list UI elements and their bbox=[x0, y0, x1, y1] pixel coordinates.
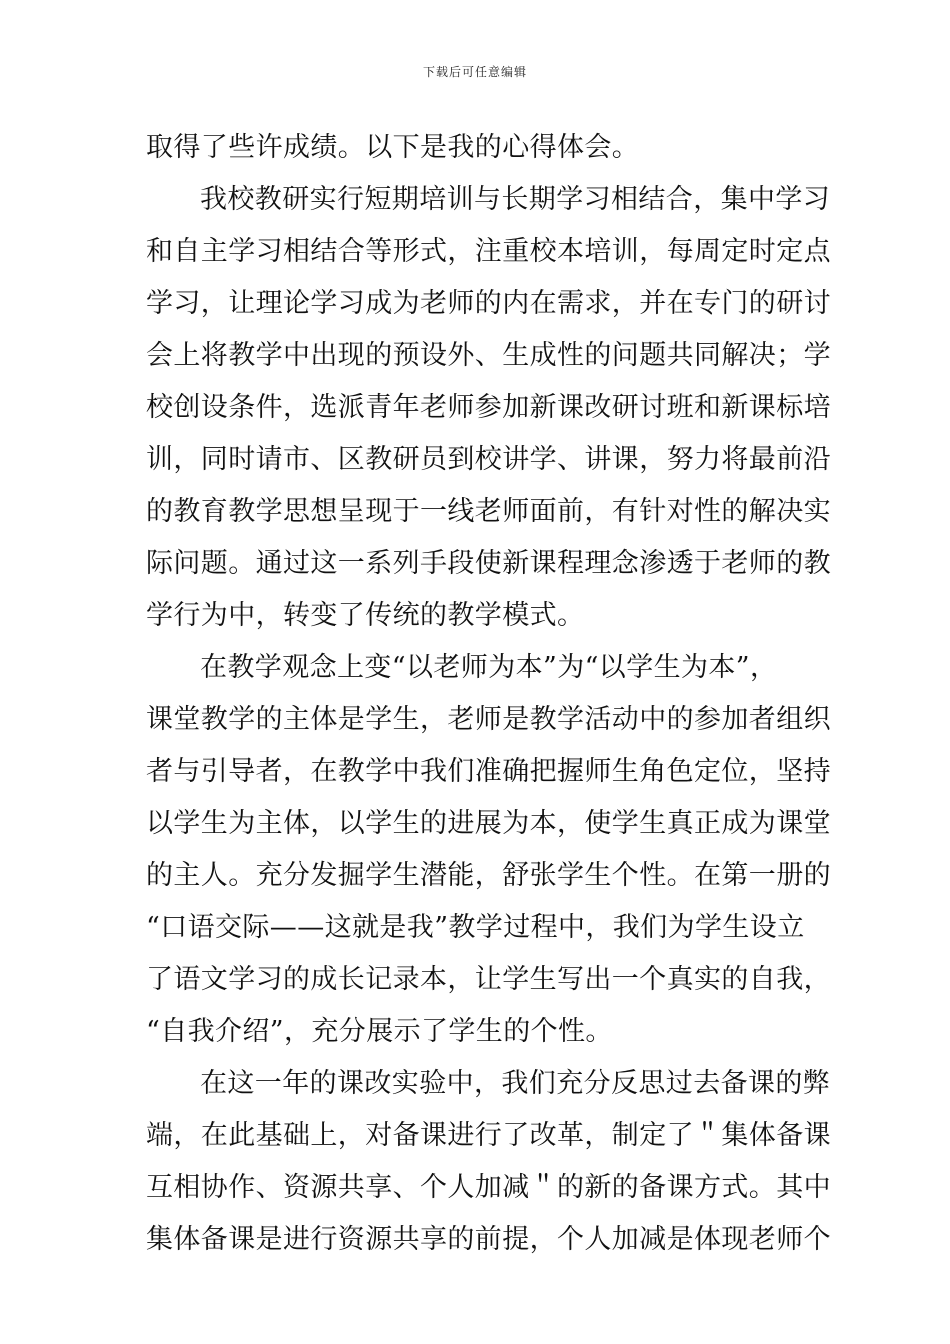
text-line: 取得了些许成绩。以下是我的心得体会。 bbox=[146, 132, 640, 163]
text-line: 学习，让理论学习成为老师的内在需求，并在专门的研讨 bbox=[146, 288, 831, 319]
text-line: 者与引导者，在教学中我们准确把握师生角色定位，坚持 bbox=[146, 756, 831, 787]
text-line: 以学生为主体，以学生的进展为本，使学生真正成为课堂 bbox=[146, 808, 831, 839]
text-line: 端，在此基础上，对备课进行了改革，制定了＂集体备课 bbox=[146, 1120, 831, 1151]
text-line: “自我介绍”，充分展示了学生的个性。 bbox=[146, 1016, 613, 1047]
text-line: 会上将教学中出现的预设外、生成性的问题共同解决；学 bbox=[146, 340, 831, 371]
page-header: 下载后可任意编辑 bbox=[422, 65, 527, 79]
text-line: “口语交际——这就是我”教学过程中，我们为学生设立 bbox=[146, 912, 805, 943]
text-line: 了语文学习的成长记录本，让学生写出一个真实的自我， bbox=[146, 964, 831, 995]
text-line: 课堂教学的主体是学生，老师是教学活动中的参加者组织 bbox=[146, 704, 831, 735]
text-line: 互相协作、资源共享、个人加减＂的新的备课方式。其中 bbox=[146, 1172, 831, 1203]
text-line: 学行为中，转变了传统的教学模式。 bbox=[146, 600, 585, 631]
text-line: 际问题。通过这一系列手段使新课程理念渗透于老师的教 bbox=[146, 548, 831, 579]
text-line: 的教育教学思想呈现于一线老师面前，有针对性的解决实 bbox=[146, 496, 831, 527]
text-line: 集体备课是进行资源共享的前提，个人加减是体现老师个 bbox=[146, 1224, 831, 1255]
text-line: 和自主学习相结合等形式，注重校本培训，每周定时定点 bbox=[146, 236, 831, 267]
text-line: 我校教研实行短期培训与长期学习相结合，集中学习 bbox=[200, 184, 831, 215]
text-line: 训，同时请市、区教研员到校讲学、讲课，努力将最前沿 bbox=[146, 444, 831, 475]
text-line: 在这一年的课改实验中，我们充分反思过去备课的弊 bbox=[200, 1068, 831, 1099]
text-line: 的主人。充分发掘学生潜能，舒张学生个性。在第一册的 bbox=[146, 860, 831, 891]
text-line: 校创设条件，选派青年老师参加新课改研讨班和新课标培 bbox=[146, 392, 831, 423]
text-line: 在教学观念上变“以老师为本”为“以学生为本”， bbox=[200, 652, 778, 683]
document-body bbox=[146, 122, 831, 1266]
